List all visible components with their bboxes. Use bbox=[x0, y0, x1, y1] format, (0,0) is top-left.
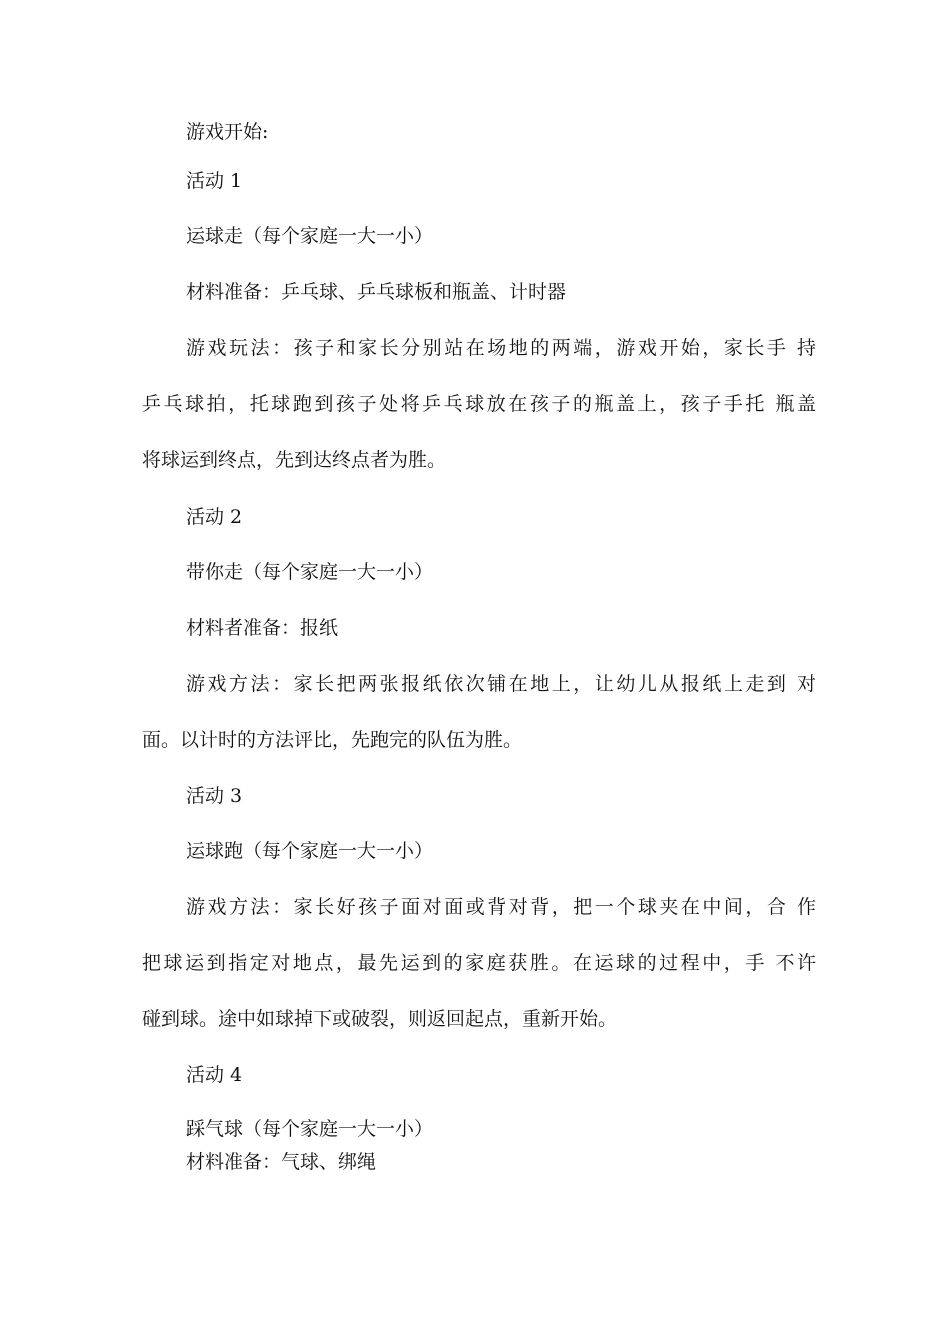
activity-3-rules-line-3: 碰到球。途中如球掉下或破裂，则返回起点，重新开始。 bbox=[142, 1008, 618, 1030]
activity-3-heading: 活动 3 bbox=[186, 785, 243, 807]
activity-3-rules-line-2: 把球运到指定对地点，最先运到的家庭获胜。在运球的过程中，手 不许 bbox=[142, 952, 816, 974]
activity-2-rules-line-2: 面。以计时的方法评比，先跑完的队伍为胜。 bbox=[142, 729, 523, 751]
activity-2-title: 带你走（每个家庭一大一小） bbox=[186, 561, 434, 583]
activity-4-materials: 材料准备：气球、绑绳 bbox=[186, 1151, 377, 1173]
activity-1-rules-line-2: 乒乓球拍，托球跑到孩子处将乒乓球放在孩子的瓶盖上，孩子手托 瓶盖 bbox=[142, 393, 816, 415]
activity-1-rules-line-1: 游戏玩法：孩子和家长分别站在场地的两端，游戏开始，家长手 持 bbox=[186, 337, 816, 359]
activity-1-rules-line-3: 将球运到终点，先到达终点者为胜。 bbox=[142, 449, 447, 471]
activity-4-title: 踩气球（每个家庭一大一小） bbox=[186, 1118, 434, 1140]
activity-2-rules-line-1: 游戏方法：家长把两张报纸依次铺在地上，让幼儿从报纸上走到 对 bbox=[186, 673, 816, 695]
activity-3-title: 运球跑（每个家庭一大一小） bbox=[186, 840, 434, 862]
activity-4-heading: 活动 4 bbox=[186, 1064, 243, 1086]
activity-1-heading: 活动 1 bbox=[186, 170, 243, 192]
activity-2-heading: 活动 2 bbox=[186, 506, 243, 528]
activity-1-title: 运球走（每个家庭一大一小） bbox=[186, 225, 434, 247]
section-heading-game-start: 游戏开始: bbox=[186, 121, 269, 143]
activity-2-materials: 材料者准备：报纸 bbox=[186, 617, 339, 639]
activity-1-materials: 材料准备：乒乓球、乒乓球板和瓶盖、计时器 bbox=[186, 281, 567, 303]
activity-3-rules-line-1: 游戏方法：家长好孩子面对面或背对背，把一个球夹在中间，合 作 bbox=[186, 896, 816, 918]
